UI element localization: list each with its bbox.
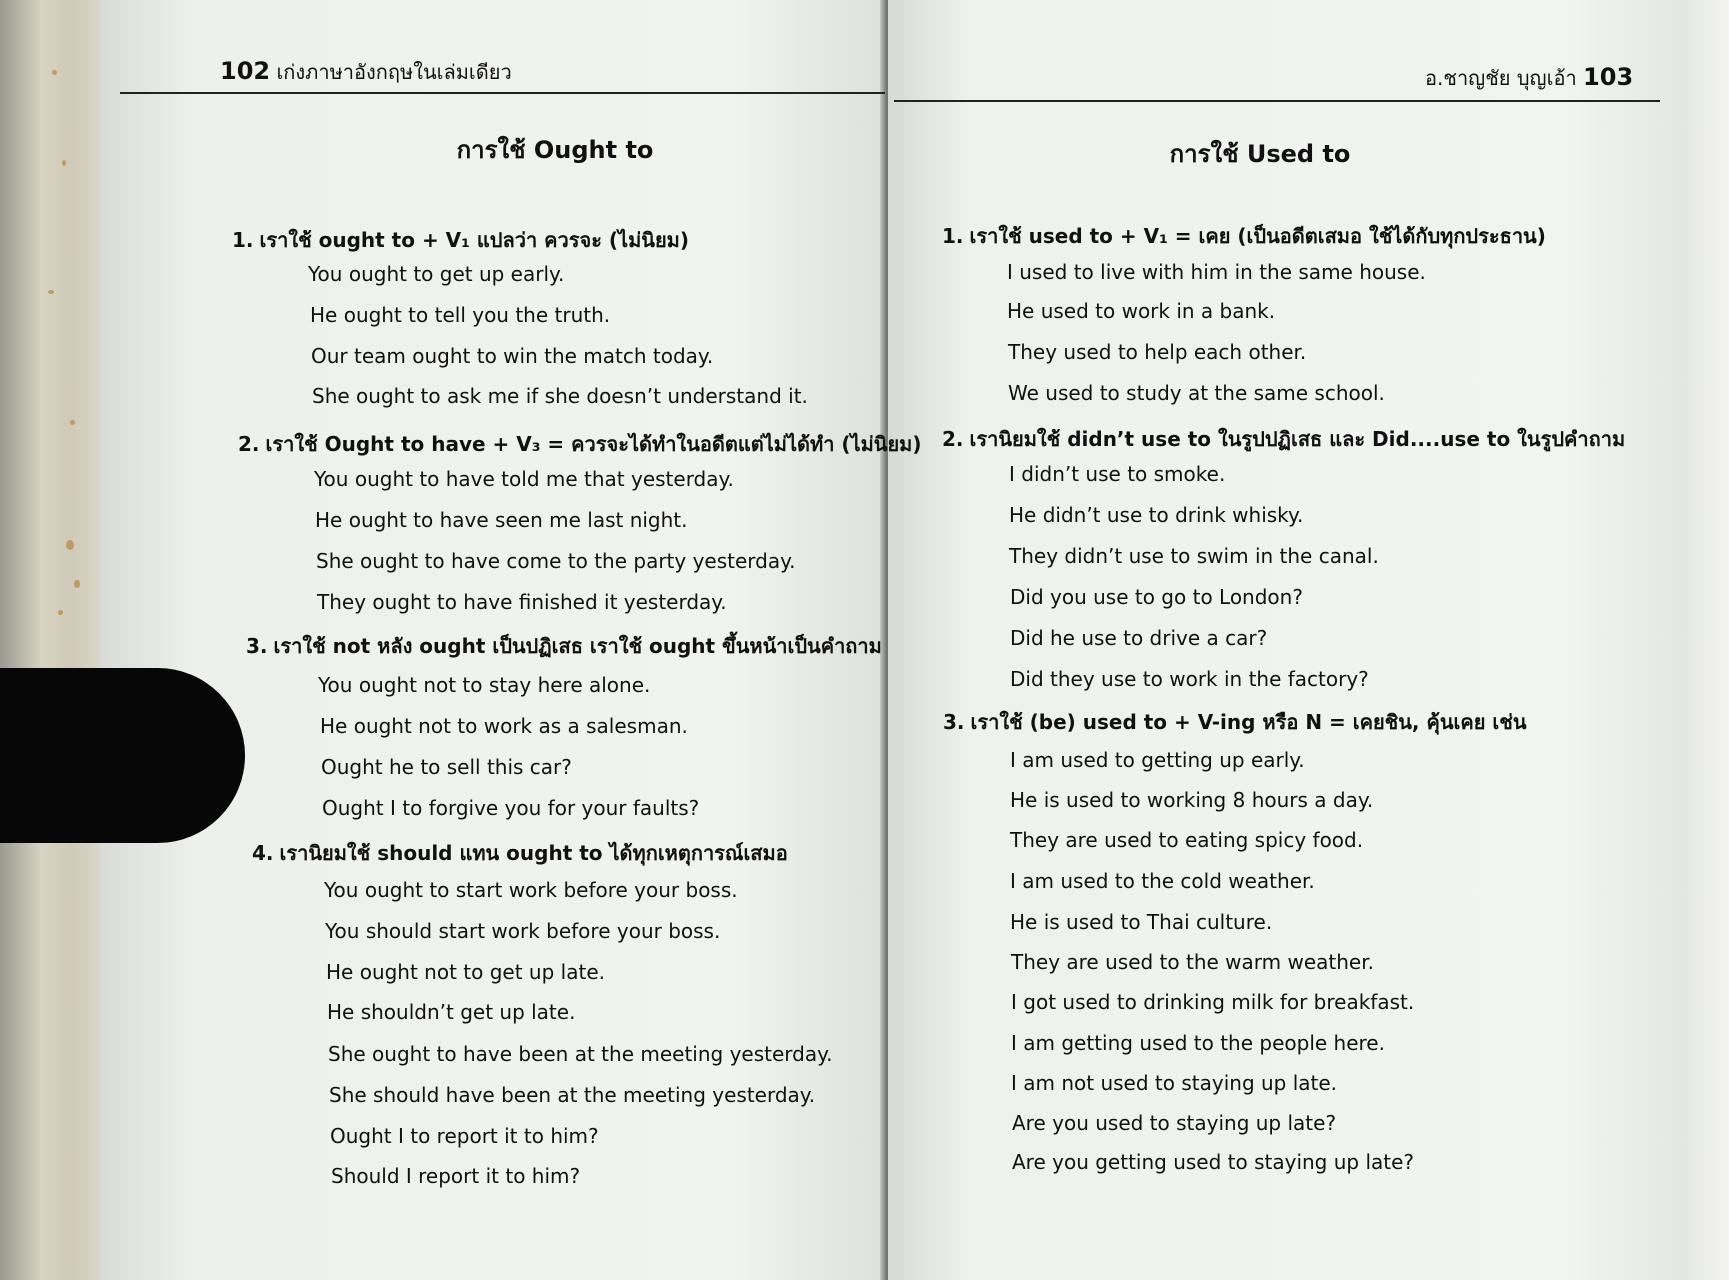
left-section-1-heading: 1. เราใช้ ought to + V₁ แปลว่า ควรจะ (ไม่นิยม) — [232, 228, 690, 252]
right-header-rule — [894, 100, 1660, 102]
right-page-number: 103 — [1583, 63, 1634, 91]
left-s4-example-4: He shouldn’t get up late. — [327, 1000, 576, 1024]
left-book-title: เก่งภาษาอังกฤษในเล่มเดียว — [276, 60, 512, 84]
left-page-number: 102 — [220, 57, 271, 85]
right-s2-example-5: Did he use to drive a car? — [1010, 626, 1268, 650]
right-section-1-heading: 1. เราใช้ used to + V₁ = เคย (เป็นอดีตเสมอ ใช้ได้กับทุกประธาน) — [942, 224, 1546, 248]
left-page-title: การใช้ Ought to — [456, 136, 654, 164]
right-section-3-heading: 3. เราใช้ (be) used to + V-ing หรือ N = เคยชิน, คุ้นเคย เช่น — [943, 710, 1527, 734]
left-s4-example-6: She should have been at the meeting yesterday. — [329, 1083, 816, 1107]
right-s3-example-10: Are you used to staying up late? — [1012, 1111, 1337, 1135]
left-running-head — [220, 56, 512, 88]
right-s1-example-1: I used to live with him in the same house. — [1007, 260, 1426, 284]
left-s3-example-4: Ought I to forgive you for your faults? — [322, 796, 700, 820]
right-s2-example-3: They didn’t use to swim in the canal. — [1009, 544, 1379, 568]
right-s3-example-11: Are you getting used to staying up late? — [1012, 1150, 1415, 1174]
right-page-title: การใช้ Used to — [1169, 140, 1351, 168]
right-s2-example-6: Did they use to work in the factory? — [1010, 667, 1369, 691]
left-s4-example-1: You ought to start work before your boss. — [324, 878, 738, 902]
left-s4-example-3: He ought not to get up late. — [326, 960, 605, 984]
right-s1-example-3: They used to help each other. — [1008, 340, 1307, 364]
left-s2-example-2: He ought to have seen me last night. — [315, 508, 688, 532]
right-s1-example-2: He used to work in a bank. — [1007, 299, 1276, 323]
left-s3-example-2: He ought not to work as a salesman. — [320, 714, 688, 738]
left-s2-example-1: You ought to have told me that yesterday. — [314, 467, 734, 491]
left-section-4-heading: 4. เรานิยมใช้ should แทน ought to ได้ทุกเหตุการณ์เสมอ — [252, 841, 788, 865]
left-s3-example-3: Ought he to sell this car? — [321, 755, 572, 779]
left-s1-example-3: Our team ought to win the match today. — [311, 344, 714, 368]
right-author-name: อ.ชาญชัย บุญเอ้า — [1425, 66, 1577, 90]
left-section-2-heading: 2. เราใช้ Ought to have + V₃ = ควรจะได้ทำในอดีตแต่ไม่ได้ทำ (ไม่นิยม) — [238, 432, 922, 456]
right-s3-example-4: I am used to the cold weather. — [1010, 869, 1315, 893]
right-running-head — [1425, 62, 1633, 94]
right-s3-example-2: He is used to working 8 hours a day. — [1010, 788, 1374, 812]
right-s2-example-4: Did you use to go to London? — [1010, 585, 1303, 609]
left-s4-example-7: Ought I to report it to him? — [330, 1124, 599, 1148]
left-section-3-heading: 3. เราใช้ not หลัง ought เป็นปฏิเสธ เราใช้ ought ขึ้นหน้าเป็นคำถาม — [246, 634, 882, 658]
left-header-rule — [120, 92, 885, 94]
right-s3-example-1: I am used to getting up early. — [1010, 748, 1305, 772]
right-s3-example-8: I am getting used to the people here. — [1011, 1031, 1385, 1055]
left-s1-example-2: He ought to tell you the truth. — [310, 303, 611, 327]
right-s3-example-5: He is used to Thai culture. — [1010, 910, 1273, 934]
left-s3-example-1: You ought not to stay here alone. — [318, 673, 651, 697]
right-s2-example-2: He didn’t use to drink whisky. — [1009, 503, 1304, 527]
left-s4-example-8: Should I report it to him? — [331, 1164, 581, 1188]
book-page-edges-right — [1688, 0, 1729, 1280]
right-s3-example-6: They are used to the warm weather. — [1011, 950, 1374, 974]
right-s3-example-9: I am not used to staying up late. — [1011, 1071, 1338, 1095]
thumb — [0, 668, 245, 843]
left-s4-example-2: You should start work before your boss. — [325, 919, 721, 943]
left-s4-example-5: She ought to have been at the meeting yesterday. — [328, 1042, 833, 1066]
left-s2-example-3: She ought to have come to the party yesterday. — [316, 549, 796, 573]
left-s2-example-4: They ought to have finished it yesterday. — [317, 590, 727, 614]
right-s3-example-3: They are used to eating spicy food. — [1010, 828, 1364, 852]
right-section-2-heading: 2. เรานิยมใช้ didn’t use to ในรูปปฏิเสธ และ Did....use to ในรูปคำถาม — [942, 427, 1626, 451]
right-s3-example-7: I got used to drinking milk for breakfast. — [1011, 990, 1415, 1014]
left-s1-example-1: You ought to get up early. — [308, 262, 565, 286]
left-s1-example-4: She ought to ask me if she doesn’t understand it. — [312, 384, 808, 408]
right-s1-example-4: We used to study at the same school. — [1008, 381, 1385, 405]
right-s2-example-1: I didn’t use to smoke. — [1009, 462, 1226, 486]
